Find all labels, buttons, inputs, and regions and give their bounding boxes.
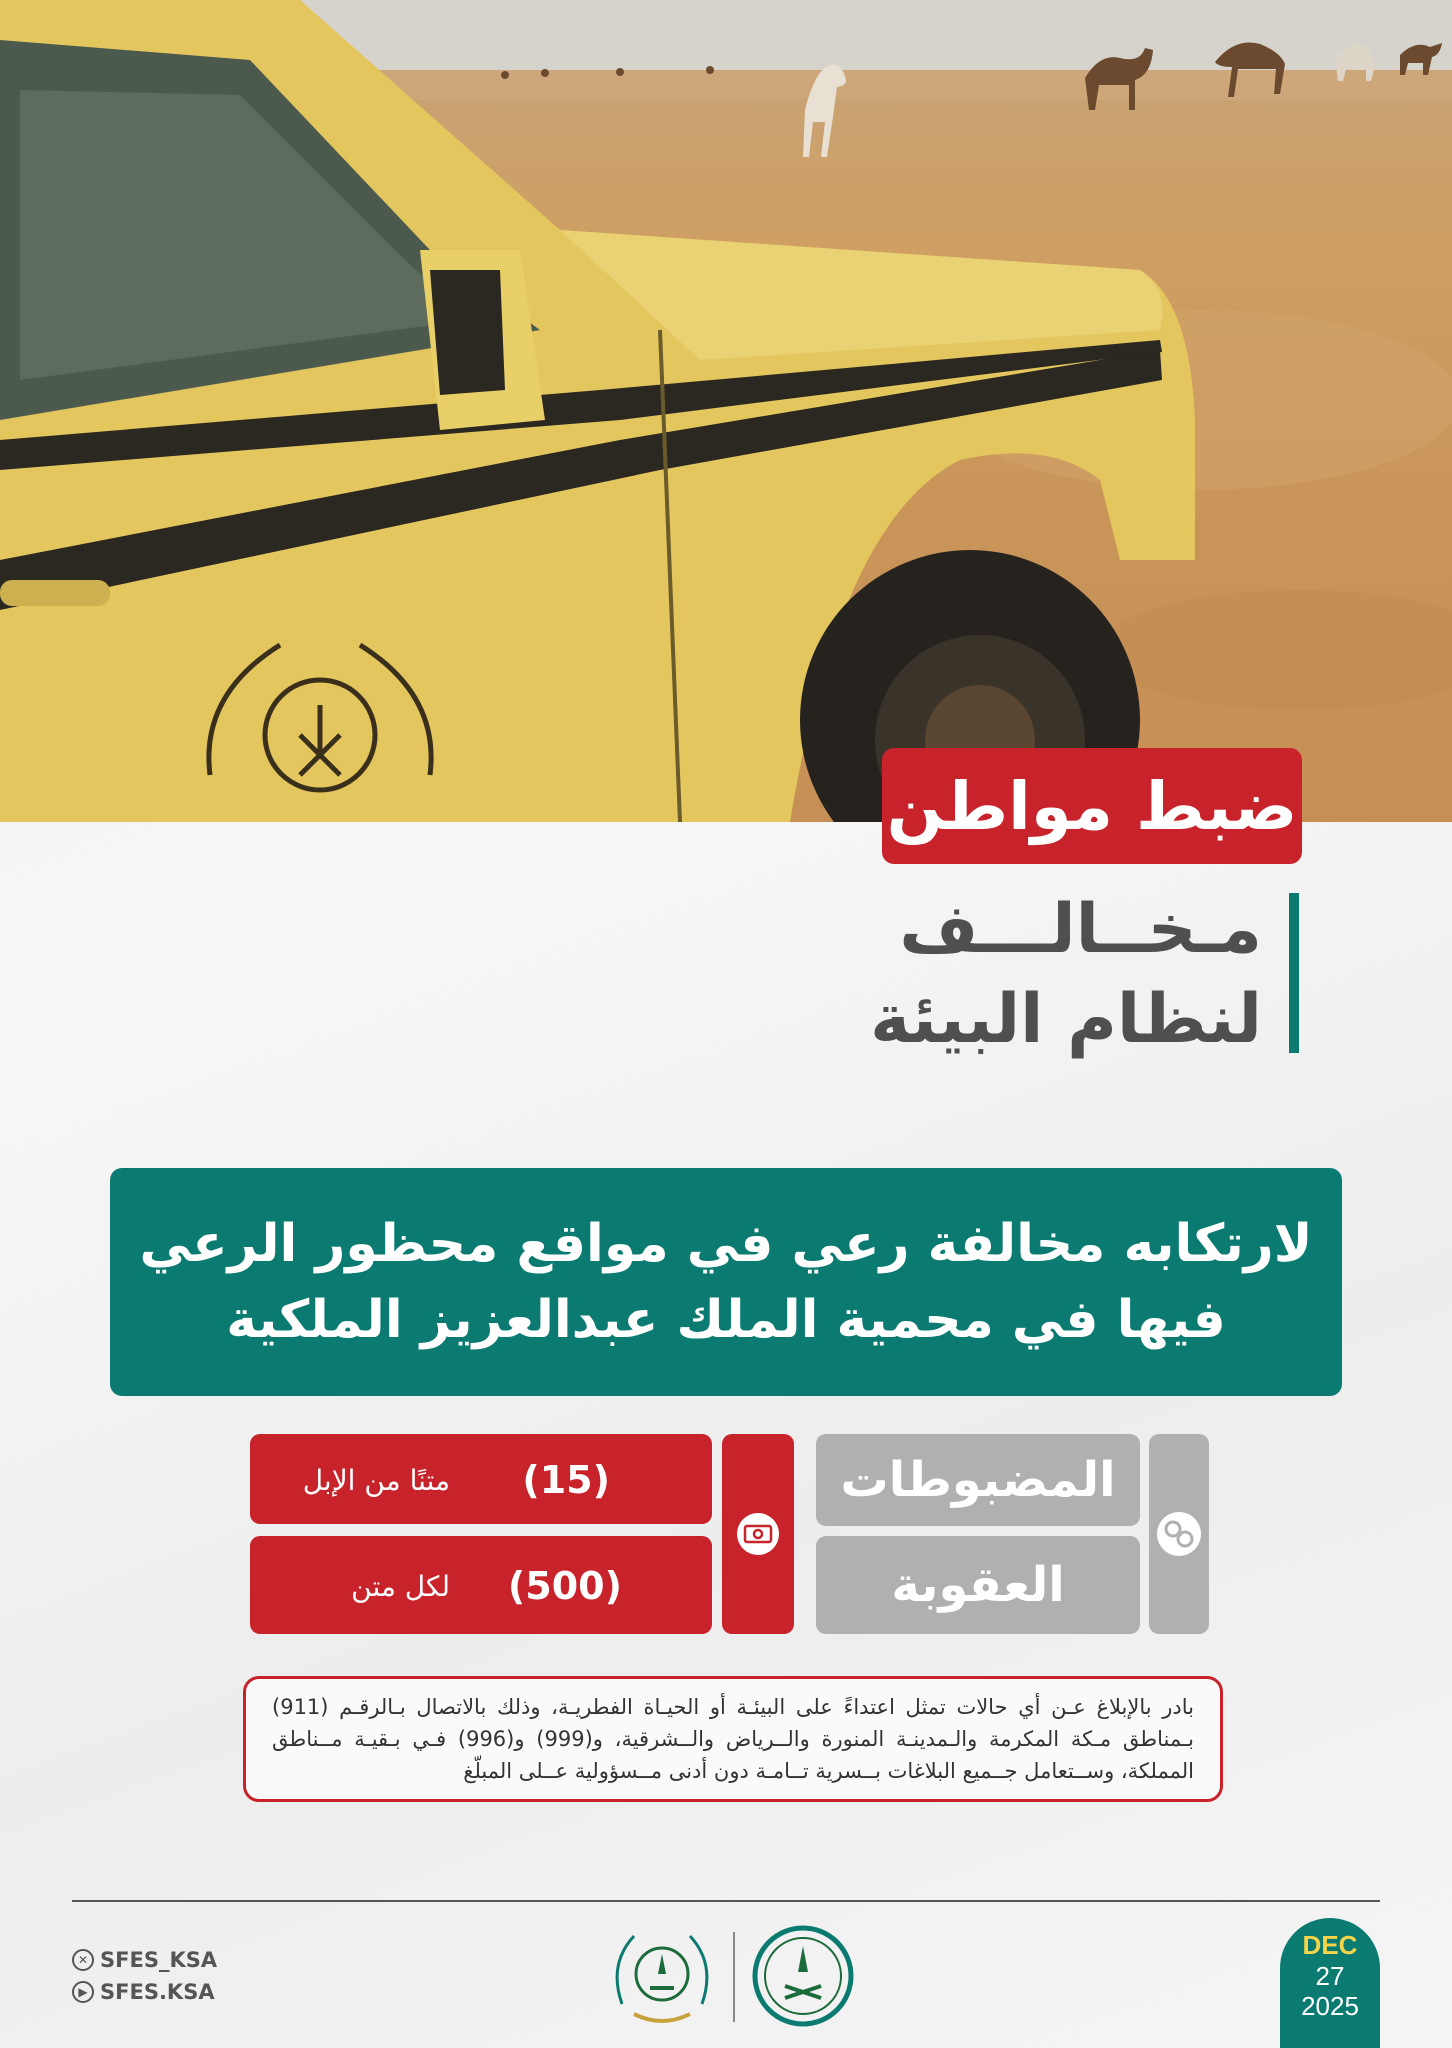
x-handle[interactable] bbox=[72, 1948, 217, 1972]
headline-badge bbox=[882, 748, 1302, 864]
reason-line-1: لارتكابه مخالفة رعي في مواقع محظور الرعي bbox=[139, 1214, 1313, 1274]
youtube-handle-text: SFES.KSA bbox=[100, 1980, 215, 2004]
subhead-line-1: مـخــالـــف bbox=[899, 890, 1262, 969]
violation-reason-box bbox=[110, 1168, 1342, 1396]
x-logo-icon: ✕ bbox=[72, 1949, 94, 1971]
date-month: DEC bbox=[1302, 1930, 1358, 1960]
x-handle-text: SFES_KSA bbox=[100, 1948, 218, 1972]
subhead-accent-bar bbox=[1289, 893, 1299, 1053]
seized-unit: متنًا من الإبل bbox=[302, 1464, 450, 1497]
report-notice-text: بادر بالإبلاغ عـن أي حالات تمثل اعتداءً على البيئـة أو الحيـاة الفطريـة، وذلك بالاتصال بـالرقـم (911) بـمناطق مـكة المكرمة والـمدينـة المنورة والــرياض والــشرقية، و(999) و(996) فـي بـقيـة مــناطق المملكة، وســتعامل جــميع البلاغات بــسرية تــامـة دون أدنى مــسؤولية عــلى المبلّغ bbox=[272, 1695, 1194, 1783]
reason-line-2: فيها في محمية الملك عبدالعزيز الملكية bbox=[226, 1290, 1226, 1350]
handcuffs-icon bbox=[1156, 1511, 1202, 1557]
interior-ministry-emblem bbox=[750, 1924, 856, 2028]
date-day: 27 bbox=[1315, 1961, 1345, 1991]
penalty-unit: لكل متن bbox=[351, 1570, 450, 1603]
report-notice bbox=[243, 1676, 1223, 1802]
seized-value: (15) bbox=[522, 1458, 610, 1502]
penalty-label bbox=[816, 1536, 1140, 1634]
youtube-handle[interactable] bbox=[72, 1980, 215, 2004]
logo-divider bbox=[733, 1932, 735, 2022]
money-icon bbox=[736, 1512, 780, 1556]
desert-vehicle-scene bbox=[0, 0, 1452, 822]
handcuffs-icon-column bbox=[1149, 1434, 1209, 1634]
environment-emblem bbox=[604, 1924, 720, 2028]
money-icon-column bbox=[722, 1434, 794, 1634]
headline-text: ضبط مواطن bbox=[886, 767, 1298, 845]
date-badge bbox=[1280, 1918, 1380, 2048]
header-photo bbox=[0, 0, 1452, 822]
footer-divider bbox=[72, 1900, 1380, 1902]
subhead-line-2: لنظام البيئة bbox=[870, 980, 1262, 1059]
subhead bbox=[762, 885, 1262, 1065]
penalty-value-box bbox=[250, 1536, 712, 1634]
penalty-label-text: العقوبة bbox=[891, 1557, 1065, 1613]
seized-label-text: المضبوطات bbox=[840, 1452, 1116, 1508]
penalty-value: (500) bbox=[507, 1564, 622, 1608]
youtube-icon: ▶ bbox=[72, 1981, 94, 2003]
seized-label bbox=[816, 1434, 1140, 1526]
date-year: 2025 bbox=[1301, 1991, 1359, 2021]
seized-value-box bbox=[250, 1434, 712, 1524]
